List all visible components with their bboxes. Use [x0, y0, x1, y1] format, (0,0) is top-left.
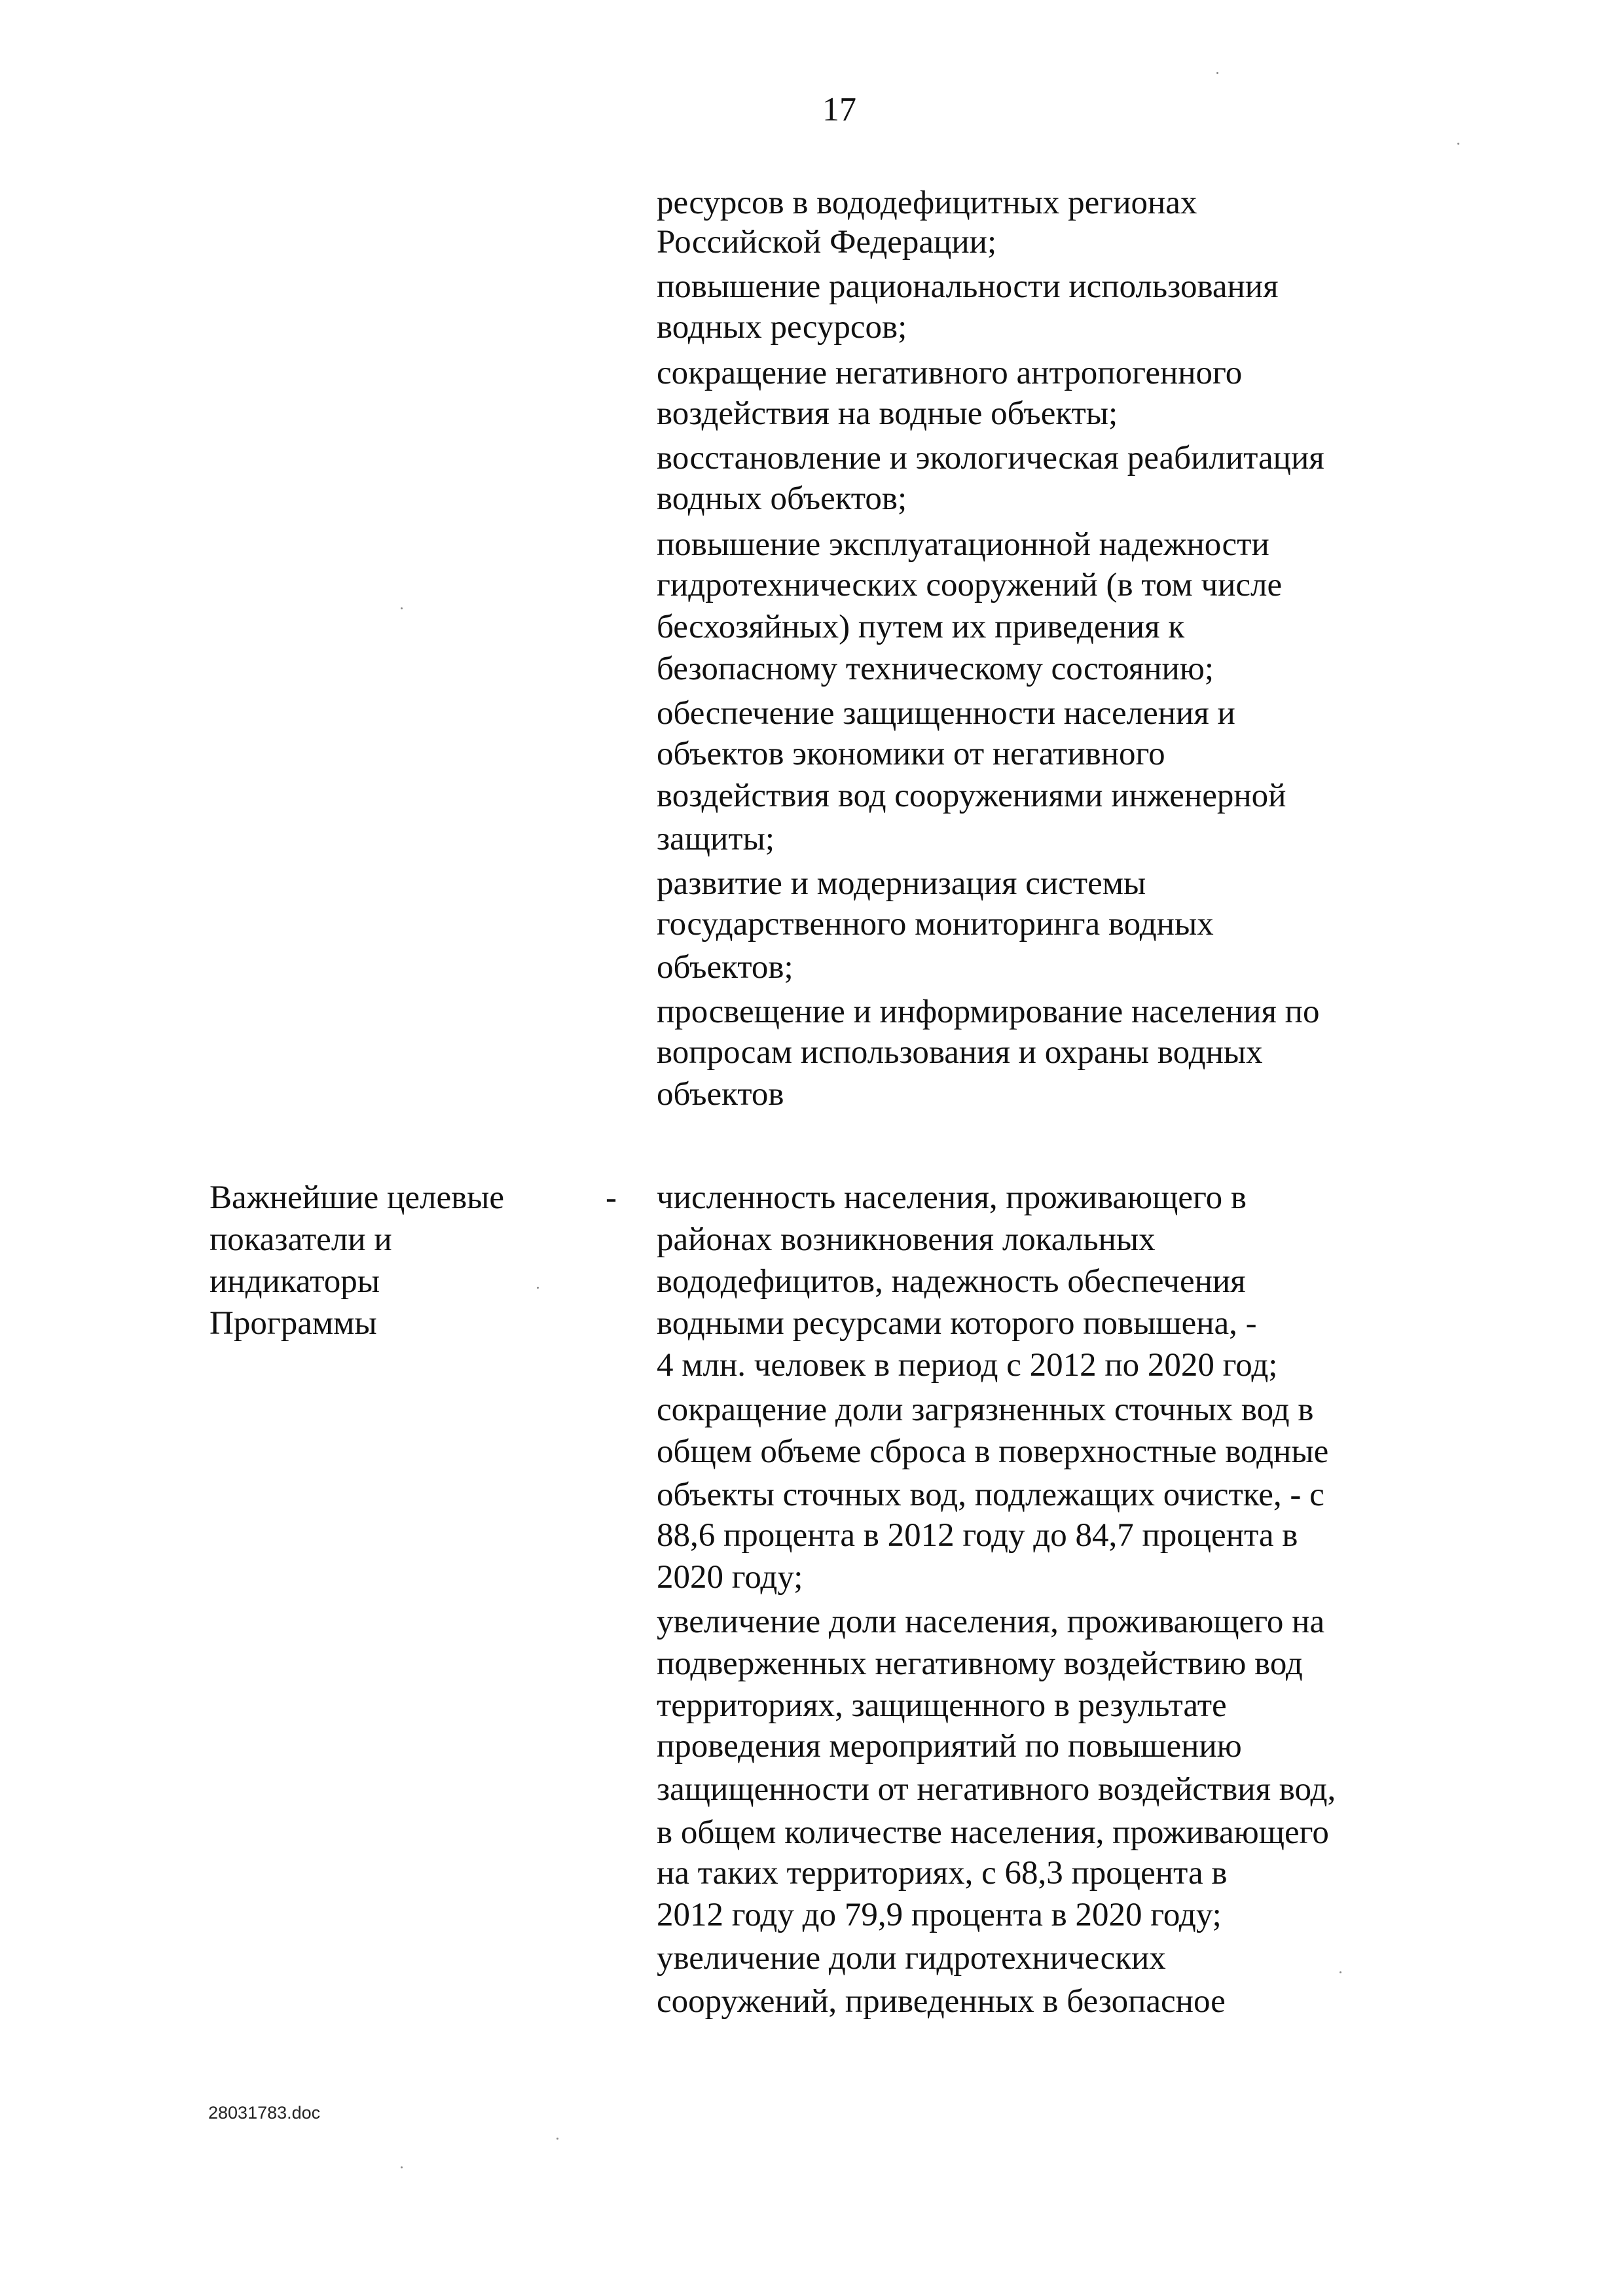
text-line: численность населения, проживающего в: [657, 1179, 1247, 1216]
text-line: проведения мероприятий по повышению: [657, 1728, 1242, 1765]
text-line: государственного мониторинга водных: [657, 906, 1214, 942]
text-line: увеличение доли населения, проживающего на: [657, 1604, 1325, 1640]
scan-speck: [1216, 72, 1218, 74]
text-line: Российской Федерации;: [657, 224, 997, 260]
text-line: бесхозяйных) путем их приведения к: [657, 609, 1185, 645]
text-line: гидротехнических сооружений (в том числе: [657, 567, 1283, 603]
scan-speck: [556, 2138, 558, 2140]
text-line: увеличение доли гидротехнических: [657, 1940, 1166, 1977]
text-line: 4 млн. человек в период с 2012 по 2020 год;: [657, 1347, 1278, 1384]
text-line: повышение рациональности использования: [657, 268, 1279, 305]
text-line: общем объеме сброса в поверхностные водные: [657, 1433, 1329, 1470]
heading-line: Программы: [210, 1305, 377, 1342]
text-line: восстановление и экологическая реабилитация: [657, 440, 1324, 476]
text-line: территориях, защищенного в результате: [657, 1687, 1227, 1724]
text-line: в общем количестве населения, проживающего: [657, 1814, 1329, 1851]
text-line: районах возникновения локальных: [657, 1221, 1156, 1258]
text-line: объекты сточных вод, подлежащих очистке, - с: [657, 1477, 1324, 1513]
scan-speck: [401, 2166, 403, 2168]
scan-speck: [1457, 143, 1459, 145]
text-line: воздействия вод сооружениями инженерной: [657, 778, 1286, 814]
text-line: на таких территориях, с 68,3 процента в: [657, 1855, 1228, 1892]
text-line: вододефицитов, надежность обеспечения: [657, 1263, 1246, 1300]
text-line: объектов: [657, 1076, 784, 1113]
page-number: 17: [822, 91, 856, 128]
text-line: объектов экономики от негативного: [657, 736, 1165, 772]
scan-speck: [401, 607, 403, 609]
text-line: ресурсов в вододефицитных регионах: [657, 185, 1197, 221]
text-line: объектов;: [657, 949, 793, 986]
separator-dash: -: [606, 1179, 617, 1216]
heading-line: индикаторы: [210, 1263, 380, 1300]
text-line: воздействия на водные объекты;: [657, 395, 1118, 432]
text-line: подверженных негативному воздействию вод: [657, 1645, 1303, 1682]
scan-speck: [1340, 1971, 1341, 1973]
text-line: водных ресурсов;: [657, 309, 907, 346]
text-line: вопросам использования и охраны водных: [657, 1034, 1263, 1071]
text-line: 2012 году до 79,9 процента в 2020 году;: [657, 1897, 1222, 1933]
text-line: обеспечение защищенности населения и: [657, 695, 1235, 732]
scan-speck: [537, 1287, 539, 1289]
text-line: защиты;: [657, 821, 775, 857]
text-line: развитие и модернизация системы: [657, 865, 1146, 902]
text-line: сокращение доли загрязненных сточных вод в: [657, 1391, 1314, 1428]
text-line: водными ресурсами которого повышена, -: [657, 1305, 1257, 1342]
text-line: повышение эксплуатационной надежности: [657, 526, 1269, 563]
text-line: безопасному техническому состоянию;: [657, 651, 1214, 687]
text-line: 2020 году;: [657, 1559, 803, 1596]
text-line: водных объектов;: [657, 480, 907, 517]
text-line: защищенности от негативного воздействия вод,: [657, 1771, 1336, 1808]
heading-line: показатели и: [210, 1221, 392, 1258]
heading-line: Важнейшие целевые: [210, 1179, 505, 1216]
text-line: просвещение и информирование населения по: [657, 994, 1320, 1030]
footer-filename: 28031783.doc: [208, 2103, 321, 2123]
text-line: 88,6 процента в 2012 году до 84,7 процента в: [657, 1517, 1298, 1554]
text-line: сокращение негативного антропогенного: [657, 355, 1243, 391]
text-line: сооружений, приведенных в безопасное: [657, 1983, 1226, 2020]
